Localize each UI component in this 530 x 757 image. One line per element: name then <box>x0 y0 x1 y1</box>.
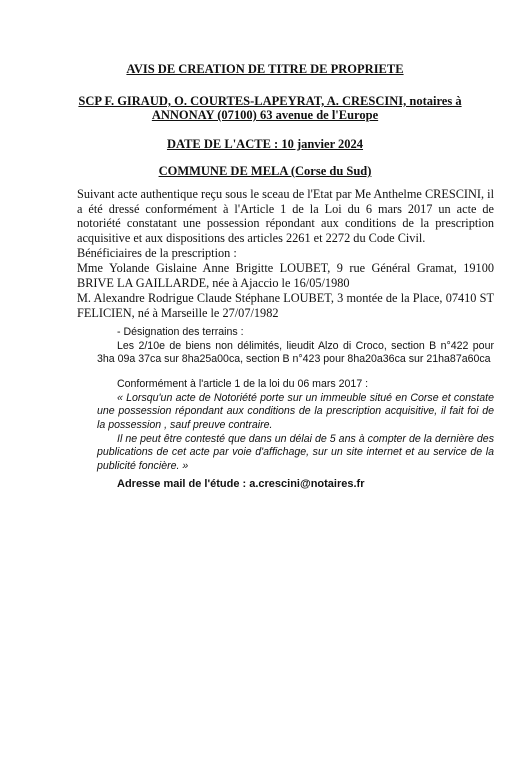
quote-paragraph-1: « Lorsqu'un acte de Notoriété porte sur un immeuble situé en Corse et constate une possession répondant aux conditions de la prescription acquisitive, il fait foi de la possession , sauf preuve contraire. <box>97 392 494 431</box>
intro-paragraph: Suivant acte authentique reçu sous le sceau de l'Etat par Me Anthelme CRESCINI, il a été dressé conformément à l'Article 1 de la Loi du 6 mars 2017 un acte de notoriété constatant une possession répondant aux conditions de la prescription acquisitive et aux dispositions des articles 2261 et 2272 du Code Civil. <box>77 187 494 245</box>
notaires-line-2: ANNONAY (07100) 63 avenue de l'Europe <box>151 108 379 122</box>
email-line: Adresse mail de l'étude : a.crescini@notaires.fr <box>117 478 365 490</box>
document-title: AVIS DE CREATION DE TITRE DE PROPRIETE <box>126 62 404 76</box>
date-acte: DATE DE L'ACTE : 10 janvier 2024 <box>166 137 364 151</box>
commune-heading: COMMUNE DE MELA (Corse du Sud) <box>158 164 372 178</box>
beneficiaires-label: Bénéficiaires de la prescription : <box>77 246 237 260</box>
beneficiaire-1: Mme Yolande Gislaine Anne Brigitte LOUBET, 9 rue Général Gramat, 19100 BRIVE LA GAILLARDE, née à Ajaccio le 16/05/1980 <box>77 261 494 290</box>
notaires-line-1: SCP F. GIRAUD, O. COURTES-LAPEYRAT, A. CRESCINI, notaires à <box>78 94 462 108</box>
article-label: Conformément à l'article 1 de la loi du 06 mars 2017 : <box>117 378 369 390</box>
designation-text: Les 2/10e de biens non délimités, lieudit Alzo di Croco, section B n°422 pour 3ha 09a 37ca sur 8ha25a00ca, section B n°423 pour 8ha20a36ca sur 21ha87a60ca <box>97 340 494 366</box>
quote-paragraph-2: Il ne peut être contesté que dans un délai de 5 ans à compter de la dernière des publications de cet acte par voie d'affichage, sur un site internet et au service de la publicité foncière. » <box>97 433 494 472</box>
beneficiaire-2: M. Alexandre Rodrigue Claude Stéphane LOUBET, 3 montée de la Place, 07410 ST FELICIEN, né à Marseille le 27/07/1982 <box>77 291 494 320</box>
designation-label: - Désignation des terrains : <box>117 326 244 338</box>
